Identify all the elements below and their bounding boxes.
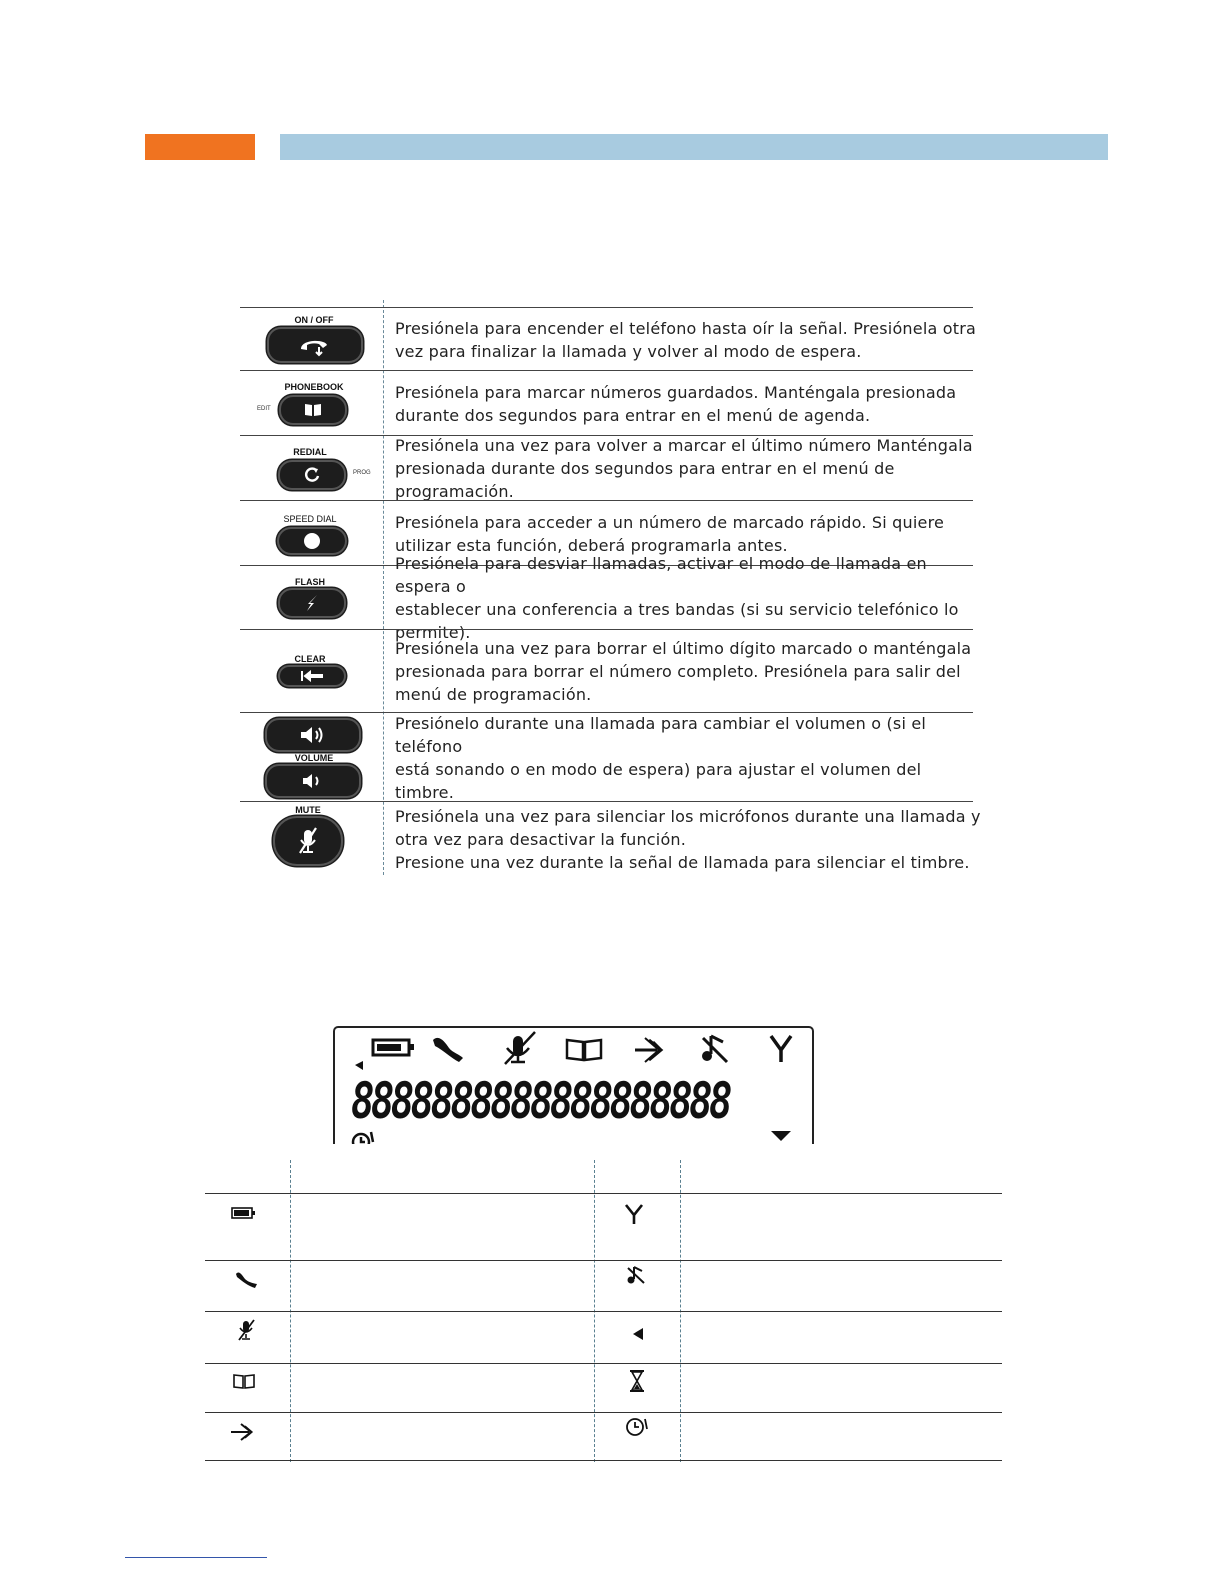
antenna-icon <box>623 1202 645 1226</box>
legend-row-line <box>205 1193 1002 1194</box>
key-row-phonebook <box>240 370 973 436</box>
book-icon <box>567 1040 601 1060</box>
hourglass-icon <box>629 1370 645 1392</box>
dot-icon <box>303 532 321 550</box>
key-description: Presiónela para encender el teléfono hasta oír la señal. Presiónela otra vez para finalizar la llamada y volver al modo de espera. <box>395 318 977 361</box>
book-icon <box>232 1372 256 1390</box>
speed-dial-button[interactable] <box>277 527 347 555</box>
orange-header-bar <box>145 134 255 160</box>
battery-icon <box>373 1040 414 1055</box>
left-arrow-icon <box>355 1061 363 1070</box>
redial-button[interactable] <box>278 460 346 490</box>
handset-icon <box>233 1270 261 1290</box>
key-description: Presiónelo durante una llamada para cambiar el volumen o (si el teléfono está sonando o en modo de espera) para ajustar el volumen del timbre. <box>395 713 927 802</box>
lcd-digits: 8888888888888888888 <box>351 1072 729 1130</box>
volume-up-button[interactable] <box>265 718 361 752</box>
key-description: Presiónela para marcar números guardados. Manténgala presionada durante dos segundos para entrar en el menú de agenda. <box>395 382 957 425</box>
key-side-label: EDIT <box>257 406 271 412</box>
phonebook-button[interactable] <box>279 395 347 425</box>
handset-icon <box>433 1038 463 1062</box>
key-label: ON / OFF <box>294 315 334 325</box>
forward-arrow-icon <box>229 1420 257 1444</box>
key-row-redial <box>240 435 973 501</box>
mute-mic-icon <box>295 825 321 857</box>
ringer-off-icon <box>625 1264 647 1286</box>
forward-arrow-icon <box>635 1038 661 1062</box>
battery-icon <box>231 1206 257 1220</box>
key-label: VOLUME <box>294 753 334 763</box>
flash-icon <box>302 593 322 613</box>
legend-row-line <box>205 1260 1002 1261</box>
left-arrow-icon <box>631 1326 645 1342</box>
key-description: Presiónela una vez para volver a marcar el último número Manténgala presionada durante dos segundos para entrar en el menú de programación. <box>395 436 973 501</box>
key-row-flash <box>240 554 973 642</box>
antenna-icon <box>771 1036 791 1062</box>
hourglass-icon <box>771 1131 791 1141</box>
on-off-button[interactable] <box>267 327 363 363</box>
legend-row-line <box>205 1363 1002 1364</box>
speaker-icon <box>300 771 326 791</box>
clock-icon <box>353 1132 373 1144</box>
key-label: REDIAL <box>293 447 327 457</box>
ringer-off-icon <box>702 1036 727 1062</box>
key-description: Presiónela para acceder a un número de marcado rápido. Si quiere utilizar esta función, deberá programarla antes. <box>395 512 945 555</box>
mute-mic-icon <box>235 1318 257 1342</box>
key-row-on-off <box>240 307 977 371</box>
key-row-volume <box>240 712 973 802</box>
mute-mic-icon <box>505 1032 535 1064</box>
footer-rule <box>125 1557 267 1558</box>
clock-icon <box>625 1416 651 1438</box>
clear-button[interactable] <box>278 665 346 687</box>
mute-button[interactable] <box>273 816 343 866</box>
key-description: Presiónela una vez para silenciar los micrófonos durante una llamada y otra vez para desactivar la función. Presione una vez durante la señal de llamada para silenciar el timbre. <box>395 806 981 872</box>
legend-row-line <box>205 1412 1002 1413</box>
keys-table <box>240 300 981 875</box>
key-label: MUTE <box>295 805 321 815</box>
key-label: SPEED DIAL <box>283 514 337 524</box>
book-icon <box>303 402 323 418</box>
redial-icon <box>302 465 322 485</box>
flash-button[interactable] <box>278 588 346 618</box>
backspace-icon <box>300 670 324 682</box>
legend-row-line <box>205 1460 1002 1461</box>
blue-header-bar <box>280 134 1108 160</box>
legend-row-line <box>205 1311 1002 1312</box>
key-description: Presiónela una vez para borrar el último dígito marcado o manténgala presionada para borrar el número completo. Presiónela para salir del menú de programación. <box>395 639 972 704</box>
volume-down-button[interactable] <box>265 764 361 798</box>
lcd-display <box>333 1026 814 1144</box>
handset-icon <box>295 333 335 357</box>
key-label: CLEAR <box>294 654 326 664</box>
icon-legend-table <box>205 1160 1002 1462</box>
key-label: FLASH <box>295 577 325 587</box>
key-description: Presiónela para desviar llamadas, activar el modo de llamada en espera o establecer una conferencia a tres bandas (si su servicio telefónico lo permite). <box>395 554 959 642</box>
key-side-label: PROG <box>353 470 371 476</box>
speaker-icon <box>298 724 328 746</box>
key-row-clear <box>240 629 973 713</box>
key-row-mute <box>240 801 981 876</box>
key-label: PHONEBOOK <box>284 382 344 392</box>
